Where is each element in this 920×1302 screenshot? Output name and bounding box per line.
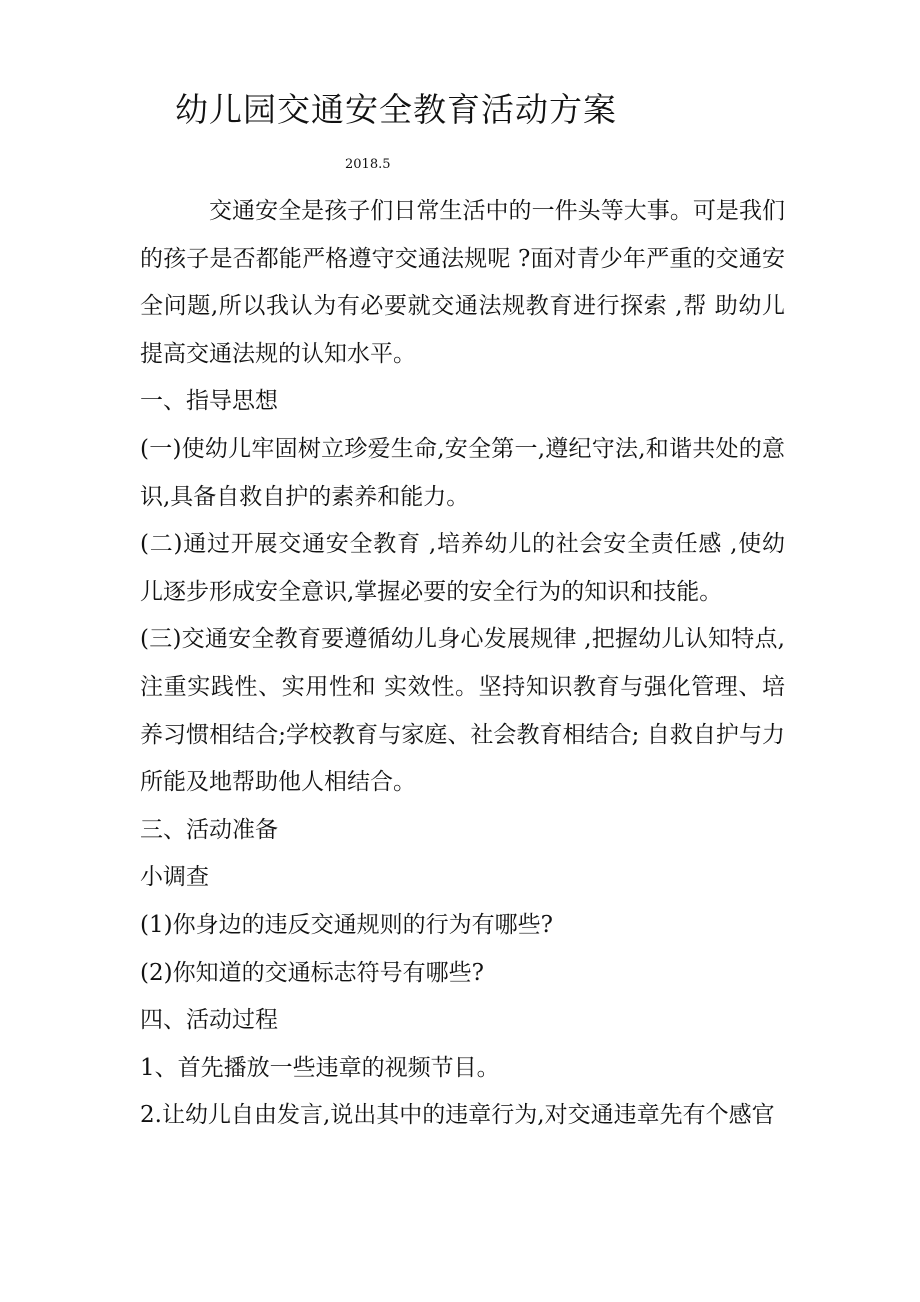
process-item: 2.让幼儿自由发言,说出其中的违章行为,对交通违章先有个感官: [140, 1102, 775, 1129]
guiding-item: (一)使幼儿牢固树立珍爱生命,安全第一,遵纪守法,和谐共处的意识,具备自救自护的素养和能力。: [140, 435, 785, 510]
section-heading-activity-preparation: 三、活动准备: [140, 816, 278, 843]
survey-item: (2)你知道的交通标志符号有哪些?: [140, 959, 484, 986]
document-body: [140, 188, 785, 1140]
intro-paragraph: 交通安全是孩子们日常生活中的一件头等大事。可是我们的孩子是否都能严格遵守交通法规呢 ?面对青少年严重的交通安全问题,所以我认为有必要就交通法规教育进行探索 ,帮 助幼儿提高交通法规的认知水平。: [140, 198, 785, 367]
guiding-item: (二)通过开展交通安全教育 ,培养幼儿的社会安全责任感 ,使幼儿逐步形成安全意识,掌握必要的安全行为的知识和技能。: [140, 531, 785, 605]
section-heading-activity-process: 四、活动过程: [140, 1007, 278, 1034]
document-title: 幼儿园交通安全教育活动方案: [175, 90, 617, 129]
survey-item: (1)你身边的违反交通规则的行为有哪些?: [140, 911, 553, 938]
document-date: 2018.5: [345, 157, 391, 172]
survey-heading: 小调查: [140, 864, 209, 891]
guiding-item: (三)交通安全教育要遵循幼儿身心发展规律 ,把握幼儿认知特点,注重实践性、实用性和 实效性。坚持知识教育与强化管理、培养习惯相结合;学校教育与家庭、社会教育相结合; 自救自护与力所能及地帮助他人相结合。: [140, 626, 785, 796]
section-heading-guiding-ideology: 一、指导思想: [140, 388, 278, 415]
process-item: 1、首先播放一些违章的视频节目。: [140, 1054, 500, 1081]
